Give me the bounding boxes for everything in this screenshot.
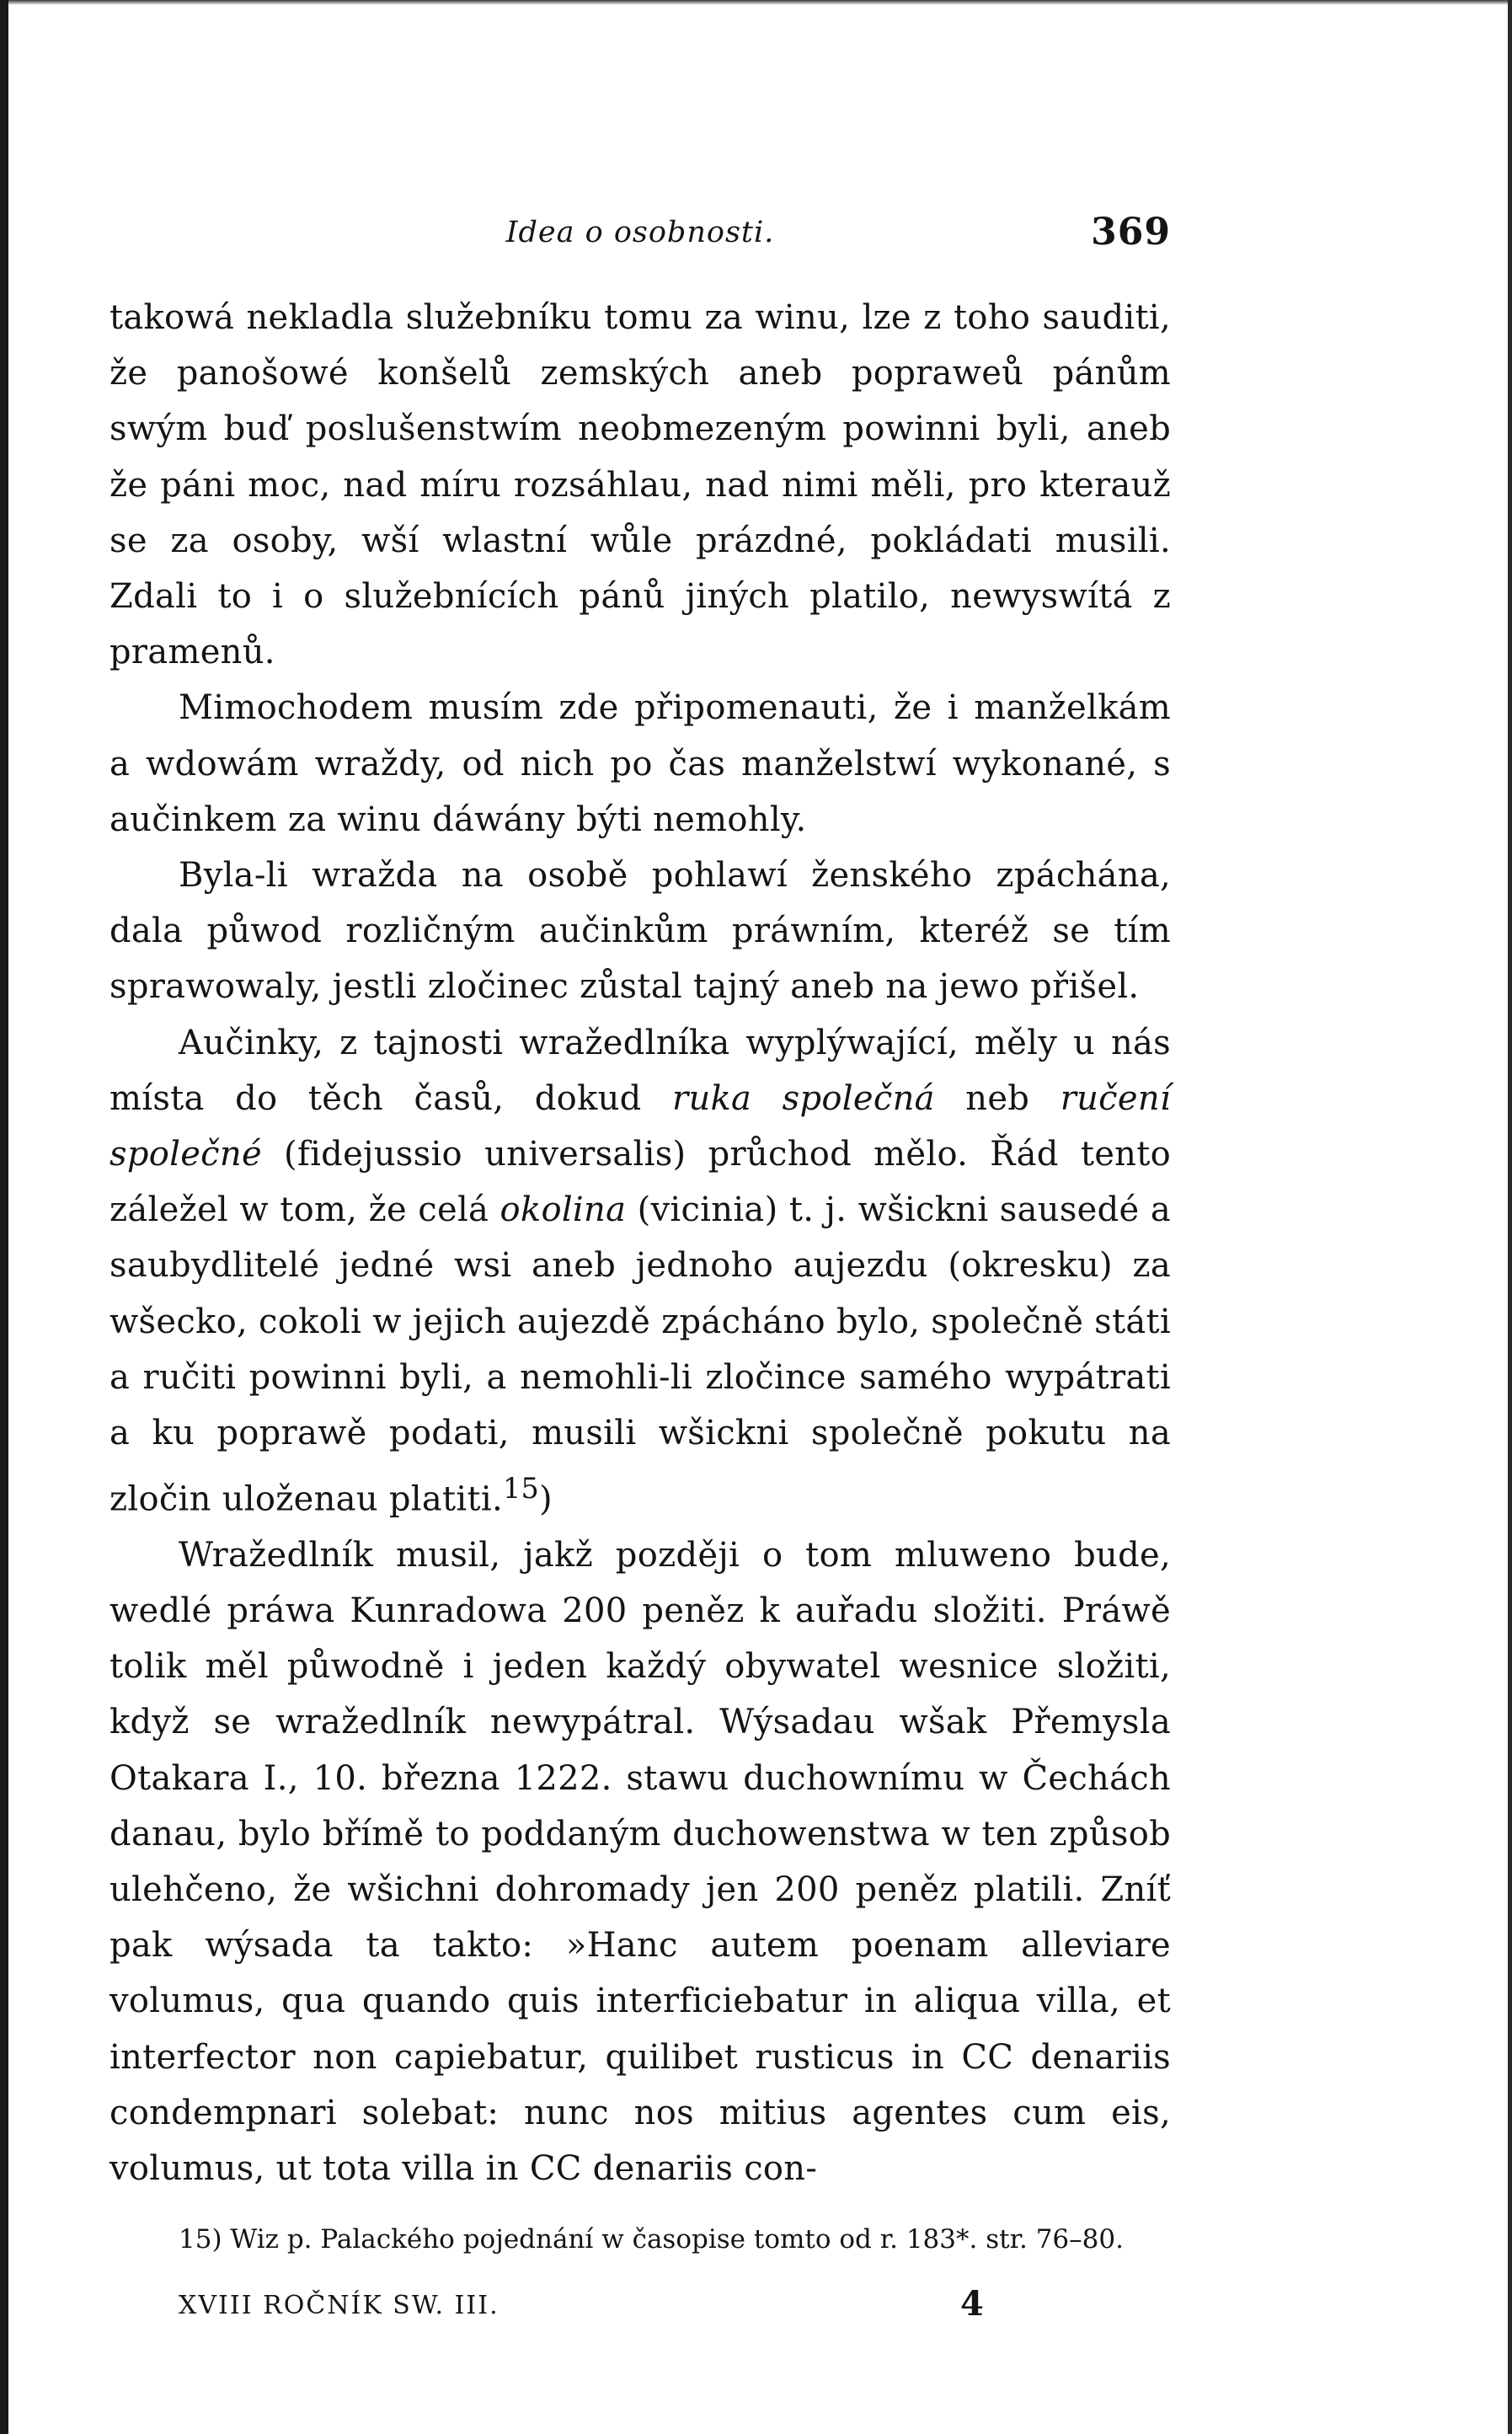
scan-shadow-top (0, 0, 1512, 5)
paragraph-3 (110, 848, 1171, 1015)
italic-term: okolina (500, 1190, 627, 1230)
paragraph-2 (110, 680, 1171, 848)
paragraph-1 (110, 290, 1171, 680)
paragraph-segment: neb (934, 1078, 1061, 1118)
running-title: Idea o osobnosti. (505, 216, 775, 249)
paragraph-segment: ) (539, 1479, 553, 1519)
running-head (110, 199, 1171, 266)
signature-mark: 4 (960, 2284, 986, 2324)
book-page (110, 199, 1171, 2341)
page-edge-left (0, 0, 8, 2434)
paragraph-segment: Aučinky, z tajnosti wražedlníka wyplýwající, měly u nás místa do těch časů, dokud (110, 1023, 1171, 1118)
footnote (110, 2217, 1171, 2262)
paragraph-segment: Mimochodem musím zde připomenauti, že i manželkám a wdowám wraždy, od nich po čas manželstwí wykonané, s aučinkem za winu dáwány býti nemohly. (110, 688, 1171, 839)
page-number: 369 (1091, 211, 1171, 254)
signature-line (110, 2284, 1171, 2341)
footnote-text: Wiz p. Palackého pojednání w časopise tomto od r. 183*. str. 76–80. (230, 2224, 1124, 2255)
paragraph-segment: (fidejussio universalis) průchod mělo. Řád tento záležel w tom, že celá (110, 1135, 1171, 1230)
footnote-reference: 15 (503, 1472, 540, 1506)
paragraph-segment: Byla-li wražda na osobě pohlawí ženského zpáchána, dala půwod rozličným aučinkům práwním, kteréž se tím sprawowaly, jestli zločinec zůstal tajný aneb na jewo přišel. (110, 856, 1171, 1007)
page-edge-right (1508, 0, 1512, 2434)
paragraph-segment: Wražedlník musil, jakž později o tom mluweno bude, wedlé práwa Kunradowa 200 peněz k auřadu složiti. Práwě tolik měl půwodně i jeden každý obywatel wesnice složiti, když se wražedlník newypátral. Wýsadau wšak Přemysla Otakara I., 10. března 1222. stawu duchownímu w Čechách danau, bylo břímě to poddaným duchowenstwa w ten způsob ulehčeno, že wšichni dohromady jen 200 peněz platili. Zníť pak wýsada ta takto: »Hanc autem poenam alleviare volumus, qua quando quis interficiebatur in aliqua villa, et interfector non capiebatur, quilibet rusticus in CC denariis condempnari solebat: nunc nos mitius agentes cum eis, volumus, ut tota villa in CC denariis con- (110, 1535, 1171, 2189)
italic-term: ručení společné (110, 1078, 1171, 1174)
paragraph-segment: (vicinia) t. j. wšickni sausedé a saubydlitelé jedné wsi aneb jednoho aujezdu (okresku) za wšecko, cokoli w jejich aujezdě zpácháno bylo, společně státi a ručiti powinni byli, a nemohli-li zločince samého wypátrati a ku poprawě podati, musili wšickni společně pokutu na zločin uloženau platiti. (110, 1190, 1171, 1519)
body-text (110, 290, 1171, 2196)
paragraph-segment: takowá nekladla služebníku tomu za winu, lze z toho sauditi, že panošowé konšelů zemských aneb popraweů pánům swým buď poslušenstwím neobmezeným powinni byli, aneb že páni moc, nad míru rozsáhlau, nad nimi měli, pro kterauž se za osoby, wší wlastní wůle prázdné, pokládati musili. Zdali to i o služebnících pánů jiných platilo, newyswítá z pramenů. (110, 298, 1171, 672)
paragraph-5 (110, 1527, 1171, 2196)
footnote-number: 15) (179, 2224, 222, 2255)
italic-term: ruka společná (672, 1078, 935, 1118)
paragraph-4 (110, 1015, 1171, 1527)
signature-volume: XVIII ROČNÍK SW. III. (179, 2291, 500, 2321)
